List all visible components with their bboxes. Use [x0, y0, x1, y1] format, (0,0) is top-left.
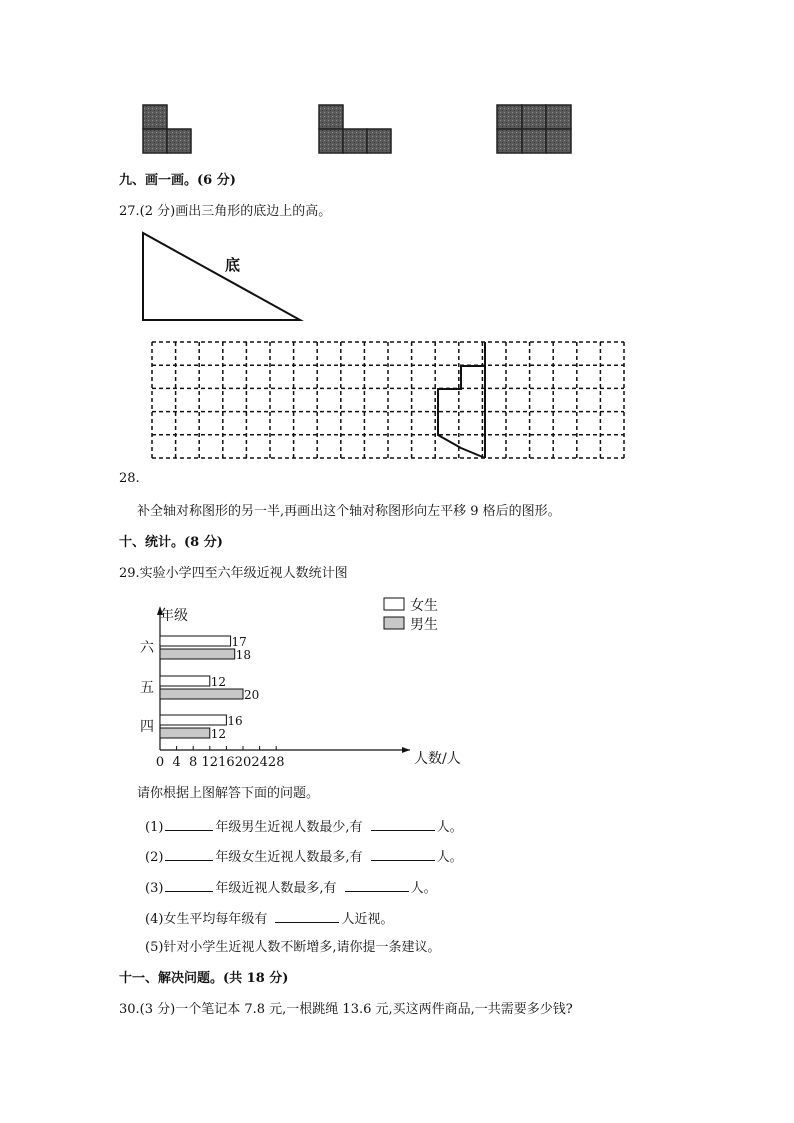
- question-number: (4): [145, 912, 164, 927]
- block-figure-3: [497, 105, 571, 153]
- bar-value-label: 17: [231, 635, 247, 649]
- question-text: 年级近视人数最多,有: [215, 881, 337, 896]
- triangle-figure: [135, 225, 315, 330]
- legend-label: 男生: [410, 617, 438, 633]
- question-29-3: [145, 878, 437, 897]
- answer-blank[interactable]: [275, 909, 339, 923]
- section-10-heading: 十、统计。(8 分): [119, 535, 223, 550]
- block-figure-1: [143, 105, 191, 153]
- question-text: 年级男生近视人数最少,有: [215, 820, 363, 835]
- bar-value-label: 12: [210, 727, 227, 741]
- question-end: 人近视。: [341, 912, 394, 927]
- bar-female: [160, 676, 210, 686]
- question-28-instruction: 补全轴对称图形的另一半,再画出这个轴对称图形向左平移 9 格后的图形。: [137, 504, 561, 519]
- category-label: 四: [140, 719, 154, 735]
- bar-female: [160, 636, 231, 646]
- bar-chart: [130, 590, 461, 780]
- triangle: [143, 233, 300, 320]
- question-29-title: 29.实验小学四至六年级近视人数统计图: [119, 566, 348, 581]
- block-figures: [0, 0, 794, 160]
- category-label: 五: [140, 680, 154, 696]
- x-axis-label: 人数/人: [414, 751, 461, 767]
- legend-swatch: [384, 617, 404, 629]
- answer-blank[interactable]: [165, 817, 213, 831]
- bar-female: [160, 715, 226, 725]
- question-29-prompt: 请你根据上图解答下面的问题。: [137, 786, 320, 801]
- answer-blank[interactable]: [345, 878, 409, 892]
- x-tick-label: 28: [267, 755, 285, 770]
- bar-value-label: 18: [235, 648, 251, 662]
- section-11-heading: 十一、解决问题。(共 18 分): [119, 971, 289, 986]
- question-number: (3): [145, 881, 164, 896]
- answer-blank[interactable]: [371, 817, 435, 831]
- question-text: 针对小学生近视人数不断增多,请你提一条建议。: [163, 940, 441, 955]
- question-27-text: 27.(2 分)画出三角形的底边上的高。: [119, 204, 332, 219]
- answer-blank[interactable]: [165, 878, 213, 892]
- x-tick-label: 0: [155, 755, 165, 770]
- section-9-heading: 九、画一画。(6 分): [119, 173, 236, 188]
- question-text: 女生平均每年级有: [163, 912, 268, 927]
- x-tick-label: 24: [251, 755, 268, 770]
- question-text: 年级女生近视人数最多,有: [215, 850, 363, 865]
- question-number: (1): [145, 820, 164, 835]
- question-end: 人。: [436, 820, 463, 835]
- answer-blank[interactable]: [371, 847, 435, 861]
- question-29-4: [145, 909, 393, 928]
- question-29-1: [145, 817, 463, 836]
- y-axis-label: 年级: [160, 608, 188, 624]
- question-end: 人。: [410, 881, 437, 896]
- bar-value-label: 20: [244, 688, 260, 702]
- x-axis-arrow: [402, 747, 410, 753]
- legend-label: 女生: [410, 598, 438, 614]
- dashed-grid-figure: [150, 338, 630, 466]
- question-29-2: [145, 847, 463, 866]
- legend-swatch: [384, 598, 404, 610]
- triangle-base-label: 底: [225, 256, 241, 274]
- x-tick-label: 12: [201, 755, 219, 770]
- answer-blank[interactable]: [165, 847, 213, 861]
- question-end: 人。: [436, 850, 463, 865]
- category-label: 六: [140, 640, 154, 656]
- question-number: (5): [145, 940, 164, 955]
- x-tick-label: 16: [218, 755, 235, 770]
- x-tick-label: 8: [189, 755, 198, 770]
- block-figure-2: [319, 105, 391, 153]
- question-30-text: 30.(3 分)一个笔记本 7.8 元,一根跳绳 13.6 元,买这两件商品,一共需要多少钱?: [119, 1002, 573, 1017]
- x-tick-label: 20: [234, 755, 252, 770]
- bar-male: [160, 728, 210, 738]
- question-number: (2): [145, 850, 164, 865]
- bar-value-label: 12: [210, 675, 227, 689]
- x-tick-label: 4: [172, 755, 181, 770]
- bar-male: [160, 689, 243, 699]
- question-28-number: 28.: [119, 471, 140, 486]
- bar-male: [160, 649, 235, 659]
- bar-value-label: 16: [227, 714, 243, 728]
- question-29-5: [145, 940, 441, 956]
